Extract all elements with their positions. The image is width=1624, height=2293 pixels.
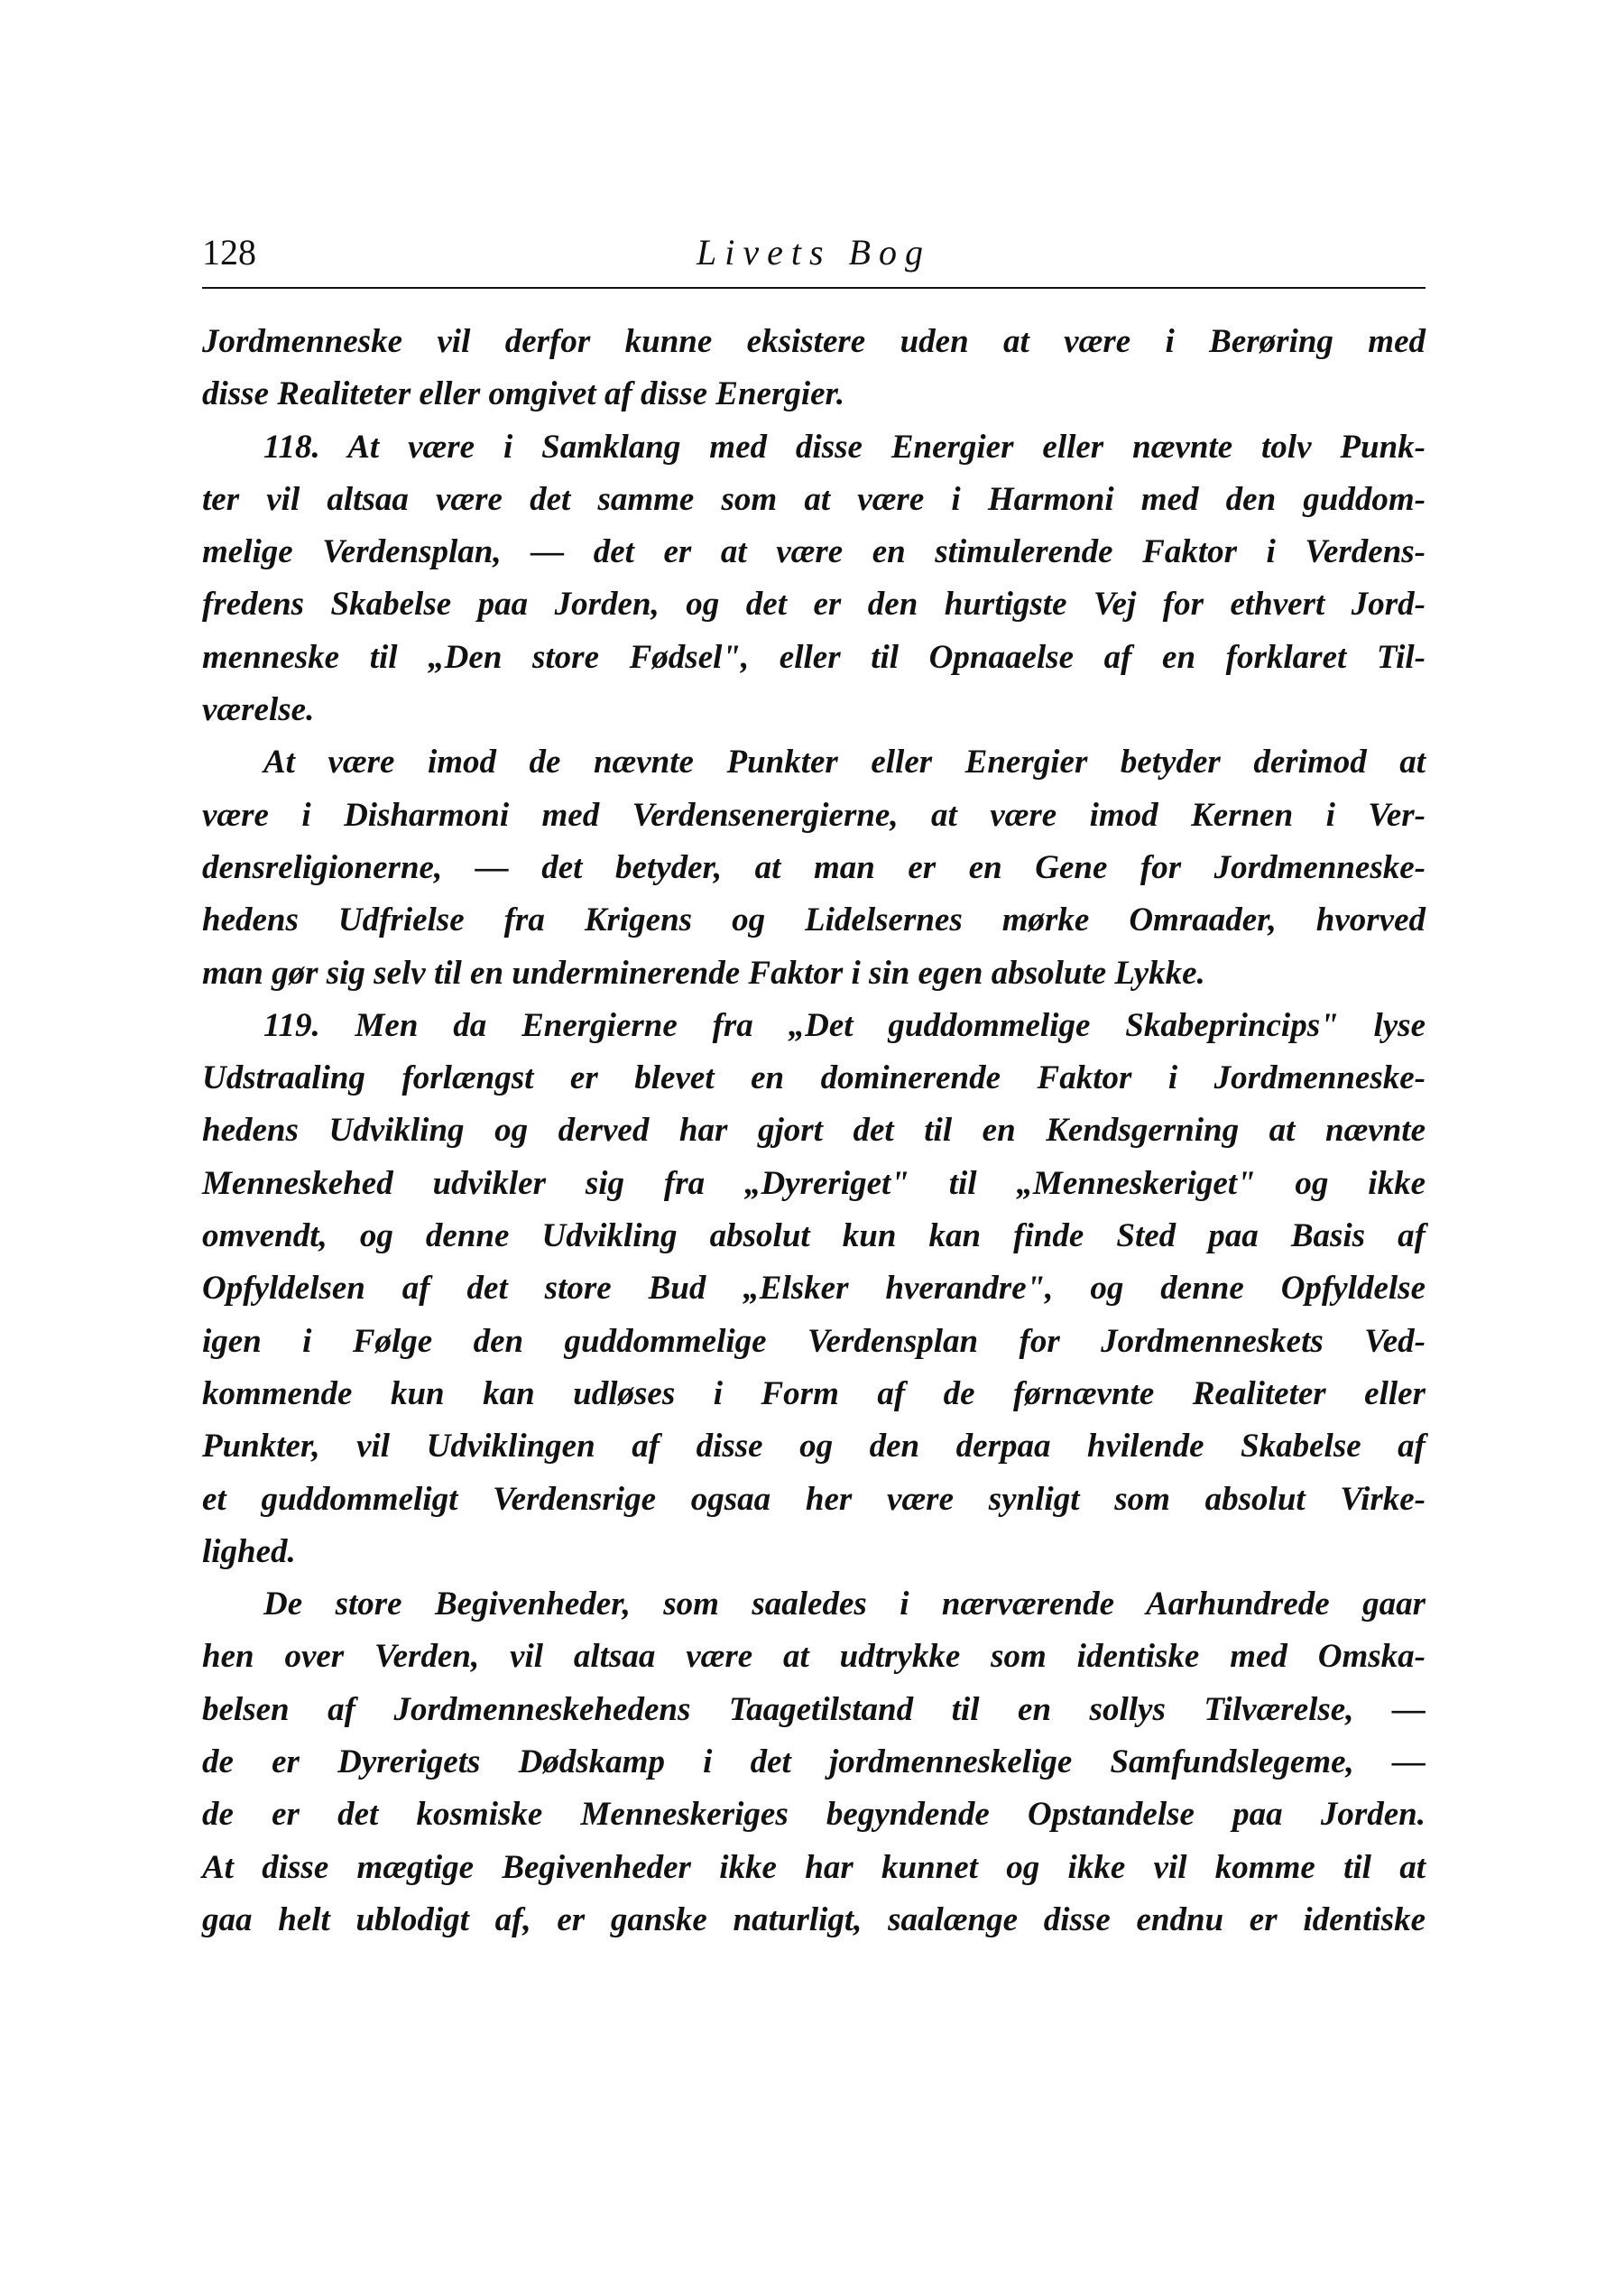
text-line: Opfyldelsen af det store Bud „Elsker hverandre", og denne Opfyldelse xyxy=(202,1270,1426,1308)
header-rule xyxy=(202,287,1426,289)
text-line: hen over Verden, vil altsaa være at udtrykke som identiske med Omska- xyxy=(202,1638,1426,1676)
text-line: Punkter, vil Udviklingen af disse og den derpaa hvilende Skabelse af xyxy=(202,1428,1426,1465)
text-line: 119. Men da Energierne fra „Det guddommelige Skabeprincips" lyse xyxy=(263,1006,1426,1044)
text-line: igen i Følge den guddommelige Verdensplan for Jordmenneskets Ved- xyxy=(202,1322,1426,1360)
text-line: Udstraaling forlængst er blevet en dominerende Faktor i Jordmenneske- xyxy=(202,1059,1426,1097)
text-line: Jordmenneske vil derfor kunne eksistere uden at være i Berøring med xyxy=(202,323,1426,360)
text-line: de er det kosmiske Menneskeriges begyndende Opstandelse paa Jorden. xyxy=(202,1796,1426,1834)
text-line: ter vil altsaa være det samme som at være i Harmoni med den guddom- xyxy=(202,480,1426,518)
text-line: densreligionerne, — det betyder, at man er en Gene for Jordmenneske- xyxy=(202,848,1426,886)
text-line: man gør sig selv til en underminerende Faktor i sin egen absolute Lykke. xyxy=(202,954,1205,992)
text-line: At være imod de nævnte Punkter eller Energier betyder derimod at xyxy=(263,744,1426,781)
text-line: hedens Udfrielse fra Krigens og Lidelsernes mørke Omraader, hvorved xyxy=(202,901,1426,939)
text-line: hedens Udvikling og derved har gjort det til en Kendsgerning at nævnte xyxy=(202,1112,1426,1150)
text-line: 118. At være i Samklang med disse Energier eller nævnte tolv Punk- xyxy=(263,428,1426,466)
text-line: belsen af Jordmenneskehedens Taagetilstand til en sollys Tilværelse, — xyxy=(202,1690,1426,1728)
text-line: et guddommeligt Verdensrige ogsaa her være synligt som absolut Virke- xyxy=(202,1480,1426,1518)
text-line: omvendt, og denne Udvikling absolut kun kan finde Sted paa Basis af xyxy=(202,1217,1426,1255)
body-text xyxy=(202,316,1426,1946)
text-line: menneske til „Den store Fødsel", eller til Opnaaelse af en forklaret Til- xyxy=(202,638,1426,676)
text-line: de er Dyrerigets Dødskamp i det jordmenneskelige Samfundslegeme, — xyxy=(202,1743,1426,1781)
text-line: kommende kun kan udløses i Form af de førnævnte Realiteter eller xyxy=(202,1374,1426,1412)
running-title: Livets Bog xyxy=(697,232,931,273)
text-line: De store Begivenheder, som saaledes i nærværende Aarhundrede gaar xyxy=(263,1586,1426,1623)
text-line: melige Verdensplan, — det er at være en stimulerende Faktor i Verdens- xyxy=(202,533,1426,571)
text-line: gaa helt ublodigt af, er ganske naturligt, saalænge disse endnu er identiske xyxy=(202,1900,1426,1938)
text-line: lighed. xyxy=(202,1532,296,1570)
text-line: Menneskehed udvikler sig fra „Dyreriget" til „Menneskeriget" og ikke xyxy=(202,1164,1426,1202)
page-header xyxy=(202,224,1426,282)
text-line: At disse mægtige Begivenheder ikke har kunnet og ikke vil komme til at xyxy=(202,1848,1426,1886)
text-line: værelse. xyxy=(202,691,315,729)
text-line: fredens Skabelse paa Jorden, og det er den hurtigste Vej for ethvert Jord- xyxy=(202,586,1426,624)
page-number: 128 xyxy=(202,232,256,273)
text-line: være i Disharmoni med Verdensenergierne, at være imod Kernen i Ver- xyxy=(202,796,1426,834)
text-line: disse Realiteter eller omgivet af disse Energier. xyxy=(202,375,845,413)
